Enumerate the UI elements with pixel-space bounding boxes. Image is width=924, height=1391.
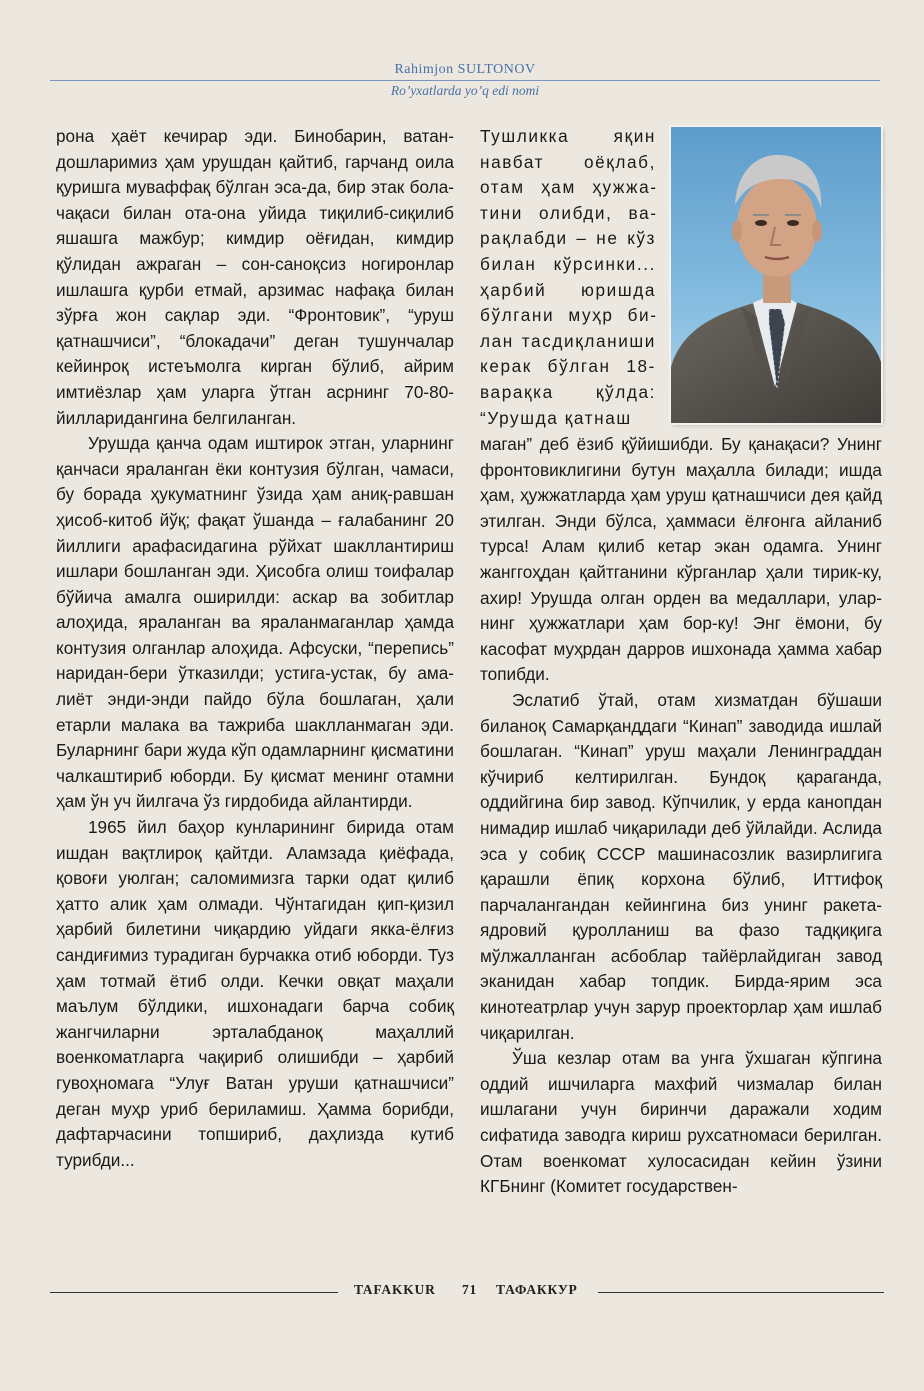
right-column: [480, 432, 882, 1200]
author-name: Rahimjon SULTONOV: [394, 62, 536, 77]
author-portrait-photo: [671, 127, 881, 423]
portrait-illustration: [671, 127, 881, 423]
article-title: Ro’yxatlarda yo’q edi nomi: [390, 83, 540, 98]
footer-rule-left: [50, 1292, 338, 1293]
paragraph: рона ҳаёт кечирар эди. Бинобарин, ватандошларимиз ҳам урушдан қайтиб, гарчанд оила қуришга муваффақ бўлган эса-да, бир этак бола-чақаси билан ота-она уйида тиқилиб-сиқилиб яшашга мажбур; кимдир оёғидан, кимдир қўлидан ажраган – сон-саноқсиз ногиронлар ишлашга қурби етмай, арзимас нафақа билан зўрға жон сақлар эди. “Фронтовик”, “уруш қатнашчиси”, “блокадачи” деган тушунчалар кейинроқ истеъмолга кирган бўлиб, айрим имтиёзлар ҳам уларга ўтган асрнинг 70-80-йилларидангина белгиланган.: [56, 126, 454, 428]
left-column: [56, 124, 454, 1173]
paragraph: Эслатиб ўтай, отам хизматдан бўшаши биланоқ Самарқанддаги “Кинап” заводида ишлай бошлаган. “Кинап” уруш маҳали Ленинграддан кўчириб келтирилган. Бундоқ қараганда, оддийгина бир завод. Кўпчилик, у ерда канопдан нимадир ишлаб чиқарилади деб ўйлайди. Аслида эса у собиқ СССР машинасозлик вазирлигига қарашли ёпиқ корхона бўлиб, Иттифоқ парчалангандан кейингина биз унинг ракета-ядровий қуролланиш ва фазо тадқиқига мўлжалланган асбоблар тайёрлайдиган завод эканидан хабар топдик. Бирда-ярим эса кинотеатрлар учун зарур проекторлар ҳам ишлаб чиқарилган.: [480, 689, 882, 1043]
journal-name-latin: TAFAKKUR: [354, 1282, 436, 1297]
paragraph: Ўша кезлар отам ва унга ўхшаган кўпгина оддий ишчиларга махфий чизмалар билан ишлагани учун биринчи даражали ходим сифатида заводга кириш рухсатномаси берилган. Отам военкомат хулосасидан кейин ўзини КГБнинг (Комитет государствен-: [480, 1048, 882, 1197]
running-header: [50, 62, 880, 99]
paragraph: Тушликка яқин навбат оёқлаб, отам ҳам ҳужжатини олибди, варақлабди – не кўз билан кўрсинки... ҳарбий юришда бўлгани муҳр билан тасдиқланиши керак бўлган 18-варақка қўлда: “Урушда қатнаш: [480, 126, 656, 428]
paragraph: 1965 йил баҳор кунларининг бирида отам ишдан вақтлироқ қайтди. Аламзада қиёфада, қовоғи уюлган; саломимизга тарки одат қилиб ҳатто алик ҳам олмади. Чўнтагидан қип-қизил ҳарбий билетини чиқардию уйдаги якка-ёлғиз сандиғимиз турадиган бурчакка отиб юборди. Туз ҳам тотмай ётиб олди. Кечки овқат маҳали маълум бўлдики, ишхонадаги барча собиқ жангчиларни эрталабданоқ маҳаллий военкоматларга чақириб олишибди – ҳарбий гувоҳномага “Улуғ Ватан уруши қатнашчиси” деган муҳр уриб бериламиш. Ҳамма борибди, дафтарчасини топшириб, даҳлизда кутиб турибди...: [56, 817, 454, 1170]
paragraph: Урушда қанча одам иштирок этган, уларнинг қанчаси яраланган ёки контузия бўлган, чамаси, бу борада ҳукуматнинг ўзида ҳам аниқ-равшан ҳисоб-китоб йўқ; фақат ўшанда – ғалабанинг 20 йиллиги арафасидагина рўйхат шакллантириш ишлари бошланган эди. Ҳисобга олиш тоифалар бўйича амалга оширилди: аскар ва зобитлар алоҳида, яраланган ва яраланмаганлар ҳамда контузия олганлар алоҳида. Афсуски, “перепись” наридан-бери ўтказилди; устига-устак, бу амалиёт энди-энди пайдо бўла бошлаган, ҳали етарли малака ва тажриба шаклланмаган эди. Буларнинг бари жуда кўп одамларнинг қисматини чалкаштириб юборди. Бу қисмат менинг отамни ҳам ўн уч йилгача ўз гирдобида айлантирди.: [56, 433, 454, 812]
footer-rule-right: [598, 1292, 884, 1293]
page-footer: [50, 1282, 884, 1302]
header-rule: [50, 80, 880, 81]
journal-name-cyrillic: ТАФАККУР: [496, 1282, 578, 1297]
page-number: 71: [462, 1282, 478, 1297]
paragraph: маган” деб ёзиб қўйишибди. Бу қанақаси? Унинг фронтовиклигини бутун маҳалла билади; ишда ҳам, ҳужжатларда ҳам уруш қатнашчиси дея қайд этилган. Энди бўлса, ҳаммаси ёлғонга айланиб турса! Алам қилиб кетар экан одамга. Унинг жанггоҳдан қайтганини кўрганлар ҳали тирик-ку, ахир! Урушда олган орден ва медаллари, уларнинг ҳужжатлари ҳам бор-ку! Энг ёмони, бу касофат муҳрдан дарров ишхонада ҳамма хабар топибди.: [480, 434, 882, 685]
right-column-narrow: [480, 124, 656, 431]
